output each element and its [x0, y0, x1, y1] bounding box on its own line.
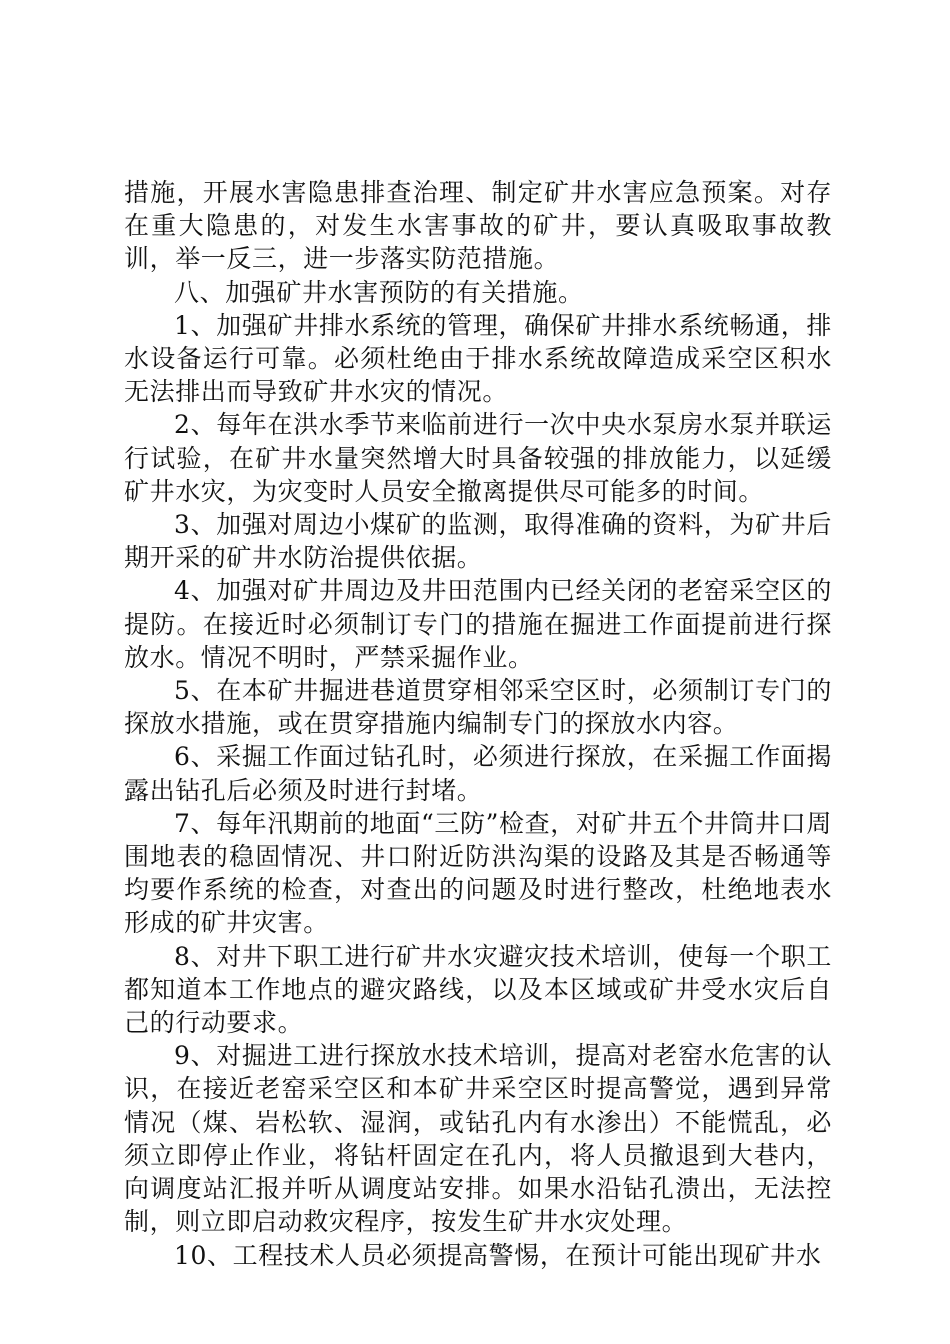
measure-item-3: 3、加强对周边小煤矿的监测，取得准确的资料，为矿井后期开采的矿井水防治提供依据。 [124, 510, 832, 573]
measure-item-8: 8、对井下职工进行矿井水灾避灾技术培训，使每一个职工都知道本工作地点的避灾路线，以及本区域或矿井受水灾后自己的行动要求。 [124, 941, 832, 1038]
document-body [124, 176, 832, 1272]
measure-item-4: 4、加强对矿井周边及井田范围内已经关闭的老窑采空区的提防。在接近时必须制订专门的措施在掘进工作面提前进行探放水。情况不明时，严禁采掘作业。 [124, 576, 832, 672]
measure-item-2: 2、每年在洪水季节来临前进行一次中央水泵房水泵并联运行试验，在矿井水量突然增大时具备较强的排放能力，以延缓矿井水灾，为灾变时人员安全撤离提供尽可能多的时间。 [124, 410, 832, 506]
measure-item-9: 9、对掘进工进行探放水技术培训，提高对老窑水危害的认识，在接近老窑采空区和本矿井采空区时提高警觉，遇到异常情况（煤、岩松软、湿润，或钻孔内有水渗出）不能慌乱，必须立即停止作业，将钻杆固定在孔内，将人员撤退到大巷内，向调度站汇报并听从调度站安排。如果水沿钻孔溃出，无法控制，则立即启动救灾程序，按发生矿井水灾处理。 [124, 1041, 832, 1237]
measure-item-6: 6、采掘工作面过钻孔时，必须进行探放，在采掘工作面揭露出钻孔后必须及时进行封堵。 [124, 742, 832, 805]
measure-item-5: 5、在本矿井掘进巷道贯穿相邻采空区时，必须制订专门的探放水措施，或在贯穿措施内编制专门的探放水内容。 [124, 676, 832, 739]
measure-item-10: 10、工程技术人员必须提高警惕，在预计可能出现矿井水 [174, 1240, 822, 1270]
measure-item-7: 7、每年汛期前的地面“三防”检查，对矿井五个井筒井口周围地表的稳固情况、井口附近防洪沟渠的设路及其是否畅通等均要作系统的检查，对查出的问题及时进行整改，杜绝地表水形成的矿井灾害。 [124, 808, 832, 938]
section-heading-8: 八、加强矿井水害预防的有关措施。 [174, 277, 584, 307]
measure-item-1: 1、加强矿井排水系统的管理，确保矿井排水系统畅通，排水设备运行可靠。必须杜绝由于排水系统故障造成采空区积水无法排出而导致矿井水灾的情况。 [124, 310, 832, 407]
paragraph-continuation: 措施，开展水害隐患排查治理、制定矿井水害应急预案。对存在重大隐患的，对发生水害事故的矿井，要认真吸取事故教训，举一反三，进一步落实防范措施。 [124, 178, 832, 274]
